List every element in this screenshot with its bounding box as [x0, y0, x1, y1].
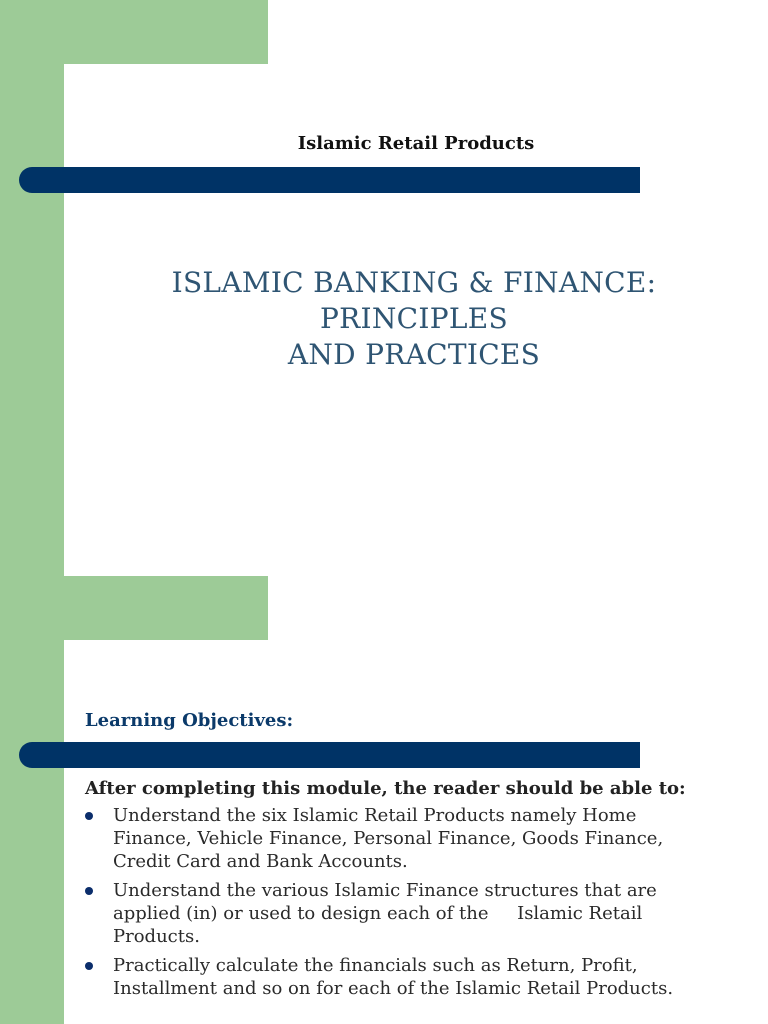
objectives-list [80, 804, 720, 1006]
green-accent-left [0, 576, 64, 1024]
green-accent-left [0, 0, 64, 576]
header-divider-bar [19, 167, 640, 193]
slide-main-title [90, 265, 738, 373]
list-item-line: Credit Card and Bank Accounts. [113, 851, 408, 872]
list-item-line: Finance, Vehicle Finance, Personal Finance, Goods Finance, [113, 828, 664, 849]
list-item-line: Understand the various Islamic Finance structures that are [113, 880, 657, 901]
list-item [80, 804, 720, 873]
list-item-line: applied (in) or used to design each of the Islamic Retail [113, 903, 643, 924]
objectives-intro: After completing this module, the reader should be able to: [85, 778, 686, 799]
objectives-divider-bar [19, 742, 640, 768]
list-item-line: Practically calculate the financials such as Return, Profit, [113, 955, 638, 976]
slide-learning-objectives [0, 576, 768, 1024]
main-title-line: ISLAMIC BANKING & FINANCE: PRINCIPLES [171, 266, 657, 335]
list-item [80, 954, 720, 1000]
bullet-dot-icon [85, 962, 93, 970]
list-item-line: Products. [113, 926, 200, 947]
main-title-line: AND PRACTICES [287, 338, 541, 371]
objectives-title: Learning Objectives: [85, 710, 294, 731]
list-item-line: Understand the six Islamic Retail Products namely Home [113, 805, 637, 826]
bullet-dot-icon [85, 812, 93, 820]
bullet-dot-icon [85, 887, 93, 895]
list-item-line: Installment and so on for each of the Islamic Retail Products. [113, 978, 674, 999]
slide-header-title: Islamic Retail Products [297, 133, 535, 154]
list-item [80, 879, 720, 948]
